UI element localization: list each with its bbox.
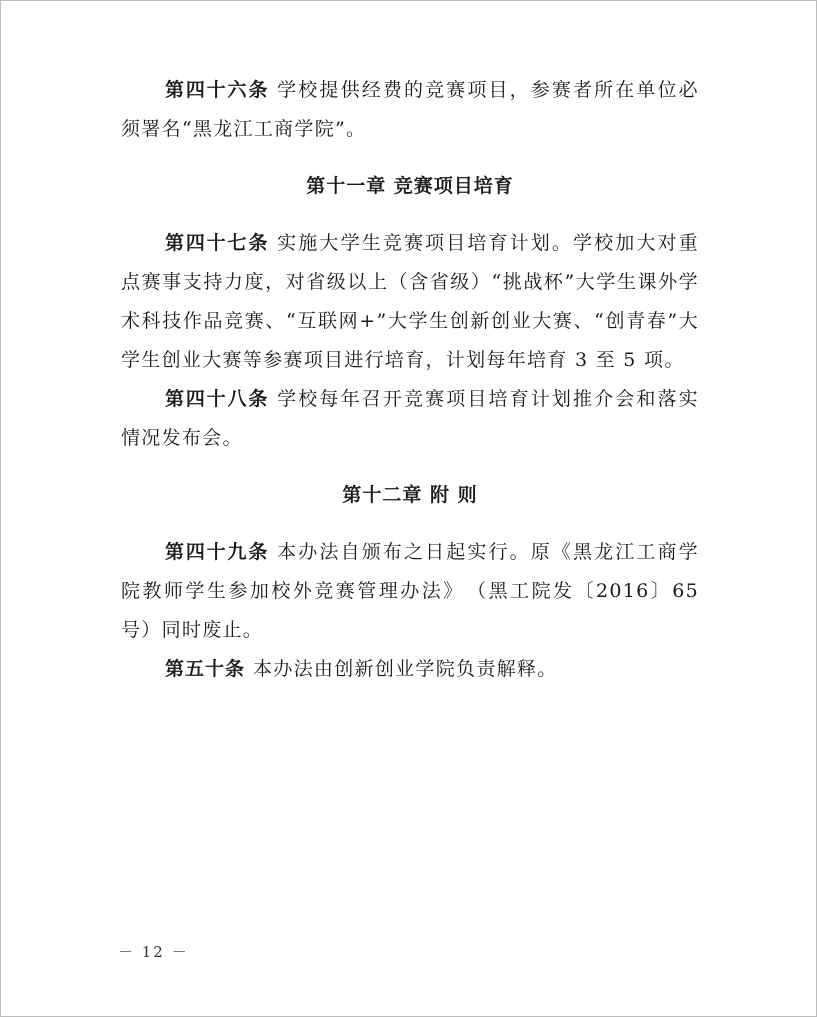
document-body (121, 71, 699, 689)
article-50-lead: 第五十条 (165, 658, 246, 680)
article-48 (121, 380, 699, 458)
chapter-12-heading: 第十二章 附 则 (342, 484, 478, 506)
article-47 (121, 224, 699, 380)
article-46-text: 学校提供经费的竞赛项目，参赛者所在单位必须署名“黑龙江工商学院”。 (121, 79, 699, 140)
article-48-text: 学校每年召开竞赛项目培育计划推介会和落实情况发布会。 (121, 388, 699, 449)
article-48-lead: 第四十八条 (165, 388, 270, 410)
article-49-lead: 第四十九条 (165, 541, 270, 563)
article-47-text: 实施大学生竞赛项目培育计划。学校加大对重点赛事支持力度，对省级以上（含省级）“挑战杯”大学生课外学术科技作品竞赛、“互联网+”大学生创新创业大赛、“创青春”大学生创业大赛等参赛项目进行培育，计划每年培育 3 至 5 项。 (121, 232, 699, 371)
chapter-11-heading: 第十一章 竞赛项目培育 (306, 175, 514, 197)
article-47-lead: 第四十七条 (165, 232, 270, 254)
article-49 (121, 533, 699, 650)
article-50-text: 本办法由创新创业学院负责解释。 (253, 658, 558, 680)
article-46-lead: 第四十六条 (165, 79, 270, 101)
article-46 (121, 71, 699, 149)
article-50 (121, 650, 699, 689)
article-49-text: 本办法自颁布之日起实行。原《黑龙江工商学院教师学生参加校外竞赛管理办法》 （黑工院发〔2016〕65 号）同时废止。 (121, 541, 699, 641)
page-number: － 12 － (118, 943, 189, 961)
